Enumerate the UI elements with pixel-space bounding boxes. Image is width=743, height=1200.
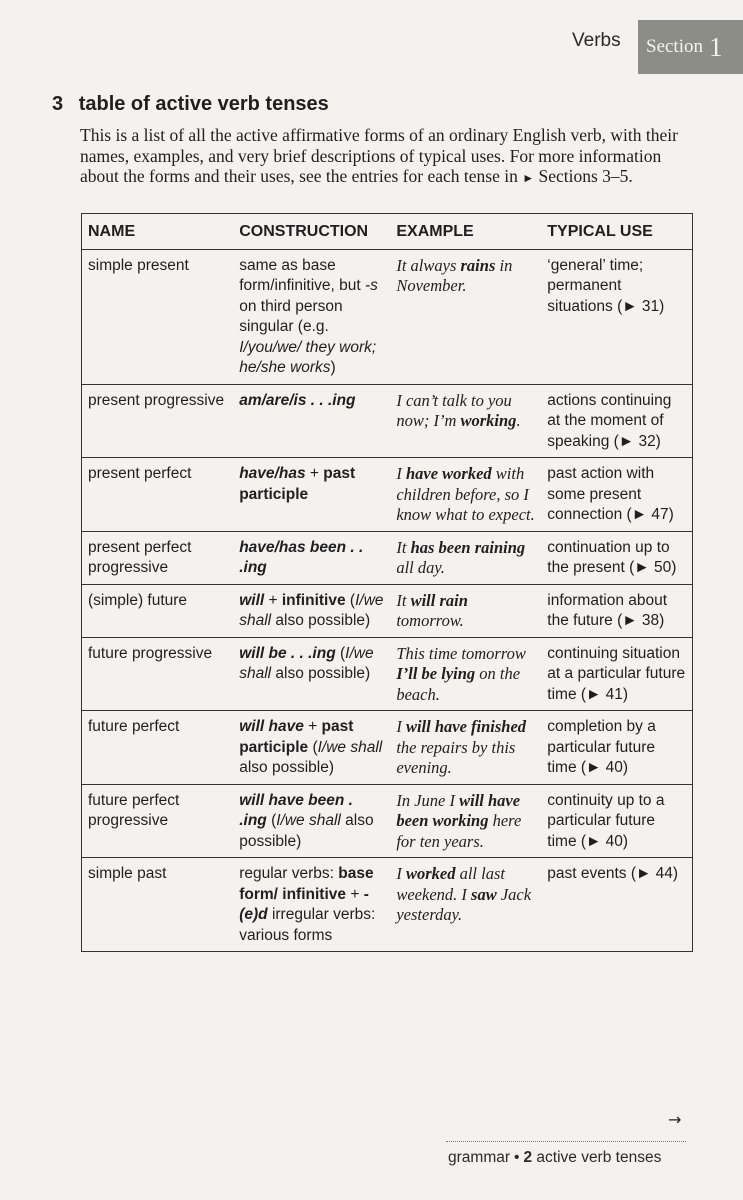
cell-text-run: will have [239,718,304,735]
cell-text-run: will have been . .ing [239,791,353,829]
table-row [82,249,693,384]
construction-cell [233,584,390,637]
cell-text-run: have worked [405,464,492,483]
cell-text-run: have/has [239,465,306,482]
cell-text-run: all last weekend. [396,864,505,904]
cell-text-run: + [305,465,324,482]
cell-text-run: base form/ infinitive [239,865,374,903]
cell-text-run: I’ll be lying [396,664,476,683]
cell-text-run: will be . . .ing [239,644,336,662]
cell-text-run: I/we shall [239,591,384,629]
running-head: Verbs [572,30,621,51]
typical-use-cell: information about the future (► 38) [541,584,692,637]
construction-cell [233,249,390,384]
tense-name-cell: future perfect [82,711,234,785]
cross-ref-arrow-icon: ► [522,171,535,185]
cell-text-run: on the beach. [396,664,521,704]
page-footer [448,1149,661,1167]
cell-text-run: ( [308,738,318,756]
construction-cell [233,637,390,711]
typical-use-cell: actions continuing at the moment of speaking (► 32) [541,384,692,458]
cell-text-run: ) [330,359,336,376]
table-header-row [82,214,693,250]
continue-arrow-icon: → [668,1110,682,1129]
example-cell [390,711,541,785]
cell-text-run: also possible) [239,812,374,850]
cell-text-run: will rain [410,590,468,610]
col-header-example: EXAMPLE [390,214,541,250]
tense-name-cell: present progressive [82,384,234,458]
tense-name-cell: simple past [88,865,167,882]
cell-text-run: with children before, so I know what to expect. [396,464,535,524]
table-row [82,637,693,711]
cell-text-run: have/has been . . .ing [239,538,364,576]
cell-text-run: all day. [396,558,445,577]
cell-text-run: + [264,591,282,609]
cell-text-run: also possible) [239,759,334,776]
cell-text-run: here for ten years. [396,811,522,851]
construction-cell [233,531,390,584]
cell-text-run: past participle [239,465,356,503]
table-row [82,711,693,785]
table-row [82,531,693,584]
construction-cell [233,858,390,952]
table-row [82,384,693,458]
footer-title: active verb tenses [536,1149,662,1166]
cell-text-run: am/are/is . . .ing [239,391,356,409]
typical-use-cell: past events (► 44) [547,865,679,882]
footer-left: grammar [448,1149,511,1166]
cell-text-run: saw [471,884,497,904]
tense-table [81,213,693,952]
intro-ref: Sections 3–5. [538,166,633,186]
cell-text-run: I/you/we/ they work; he/she works [239,338,377,376]
intro-paragraph [80,125,700,189]
example-cell [390,458,541,532]
cell-text-run: I/we shall [239,644,374,682]
table-body [82,249,693,952]
tense-name-cell: future perfect progressive [82,784,234,858]
cell-text-run: regular verbs: [239,865,339,882]
cell-text-run: I [396,717,406,736]
footer-number: 2 [523,1149,533,1166]
cell-text-run: + [346,885,364,903]
section-tab [638,20,743,74]
col-header-typical-use: TYPICAL USE [541,214,692,250]
typical-use-cell: past action with some present connection (► 47) [541,458,692,532]
footer-rule [446,1141,686,1142]
cell-text-run: + [303,718,322,735]
cell-text-run: I [396,864,406,883]
footer-bullet-icon: • [514,1149,520,1166]
cell-text-run: tomorrow. [396,611,464,630]
example-cell [390,384,541,458]
typical-use-cell: continuation up to the present (► 50) [541,531,692,584]
cell-text-run: on third person singular (e.g. [239,297,343,335]
example-cell [390,584,541,637]
cell-text-run: will have finished [405,717,527,736]
example-cell [390,784,541,858]
cell-text-run: I/we shall [317,738,383,756]
tense-name-cell: simple present [82,249,234,384]
cell-text-run: worked [405,864,456,883]
cell-text-run: also possible) [271,612,371,629]
tense-name-cell: present perfect [82,458,234,532]
entry-number: 3 [52,93,64,115]
cell-text-run: I [461,884,472,904]
cell-text-run: ( [335,644,346,662]
typical-use-cell: continuity up to a particular future time (► 40) [541,784,692,858]
example-cell [390,531,541,584]
cell-text-run: has been raining [410,537,526,557]
table-row [82,458,693,532]
typical-use-cell: completion by a particular future time (► 40) [541,711,692,785]
table-row [82,858,693,952]
cell-text-run: working [460,411,517,430]
construction-cell [233,458,390,532]
cell-text-run: will [239,591,265,609]
tense-name-cell: present perfect progressive [82,531,234,584]
tense-name-cell: (simple) future [82,584,234,637]
cell-text-run: the repairs by this evening. [396,737,516,777]
section-number: 1 [709,31,723,62]
cell-text-run: Jack yesterday. [396,884,532,924]
cell-text-run: . [516,411,521,430]
entry-title: table of active verb tenses [78,93,329,115]
cell-text-run: In June I [396,790,460,810]
example-cell [390,637,541,711]
cell-text-run: ( [345,591,356,609]
intro-text: This is a list of all the active affirmative forms of an ordinary English verb, with their names, examples, and very brief descriptions of typical uses. For more information about the forms and their uses, see the entries for each tense in [80,125,678,186]
cell-text-run: I/we shall [276,812,341,829]
cell-text-run: also possible) [271,665,371,682]
table-row [82,784,693,858]
col-header-construction: CONSTRUCTION [233,214,390,250]
cell-text-run: in November. [396,255,513,295]
cell-text-run: It always [396,255,461,275]
example-cell [390,249,541,384]
table-row [82,584,693,637]
cell-text-run: ( [266,812,277,829]
cell-text-run: same as base form/infinitive, but [239,256,365,294]
tense-name-cell: future progressive [82,637,234,711]
cell-text-run: I [396,464,406,483]
cell-text-run: -(e)d [239,885,369,923]
construction-cell [233,711,390,785]
construction-cell [233,384,390,458]
construction-cell [233,784,390,858]
cell-text-run: This time tomorrow [396,643,526,663]
cell-text-run: will have been working [396,790,521,830]
cell-text-run: past participle [239,718,354,756]
typical-use-cell: ‘general’ time; permanent situations (► 31) [541,249,692,384]
entry-heading [52,93,329,116]
cell-text-run: It [396,590,411,610]
cell-text-run: It [396,537,411,557]
typical-use-cell: continuing situation at a particular future time (► 41) [541,637,692,711]
cell-text-run: rains [460,255,496,275]
cell-text-run: -s [365,277,378,294]
example-cell [390,858,541,952]
cell-text-run: infinitive [281,591,346,609]
section-label: Section [646,36,703,57]
cell-text-run: I can’t talk to you now; I’m [396,390,512,430]
col-header-name: NAME [82,214,234,250]
cell-text-run: irregular verbs: various forms [239,906,376,944]
